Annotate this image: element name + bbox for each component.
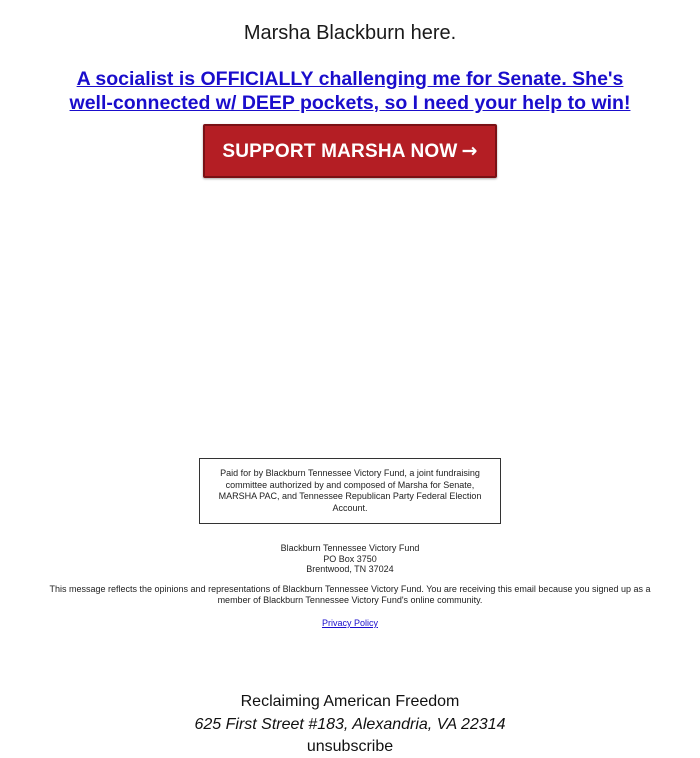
footer-tagline: Reclaiming American Freedom xyxy=(240,693,460,710)
support-marsha-button[interactable] xyxy=(203,124,497,178)
support-button-label: SUPPORT MARSHA NOW xyxy=(222,141,458,162)
right-arrow-icon: → xyxy=(461,140,478,162)
paid-for-disclaimer: Paid for by Blackburn Tennessee Victory Fund, a joint fundraising committee authorized by and composed of Marsha for Senate, MARSHA PAC, and Tennessee Republican Party Federal Election Account. xyxy=(199,458,501,524)
privacy-policy-link[interactable]: Privacy Policy xyxy=(321,618,378,628)
message-note: This message reflects the opinions and representations of Blackburn Tennessee Victory Fund. You are receiving this email because you signed up as a member of Blackburn Tennessee Victory Fund's online community. xyxy=(49,584,651,605)
unsubscribe-link[interactable]: unsubscribe xyxy=(306,738,394,755)
headline-line-1: A socialist is OFFICIALLY challenging me for Senate. She's xyxy=(76,68,624,90)
headline-line-2: well-connected w/ DEEP pockets, so I need your help to win! xyxy=(69,92,631,114)
organization-address xyxy=(0,543,700,575)
org-po-box: PO Box 3750 xyxy=(323,553,377,564)
privacy-row xyxy=(0,618,700,629)
headline-link[interactable] xyxy=(40,67,660,115)
footer-address: 625 First Street #183, Alexandria, VA 22314 xyxy=(194,715,506,733)
org-city: Brentwood, TN 37024 xyxy=(306,564,394,574)
greeting-text: Marsha Blackburn here. xyxy=(243,22,457,44)
org-name: Blackburn Tennessee Victory Fund xyxy=(280,543,420,553)
headline xyxy=(40,67,660,115)
footer xyxy=(0,691,700,758)
